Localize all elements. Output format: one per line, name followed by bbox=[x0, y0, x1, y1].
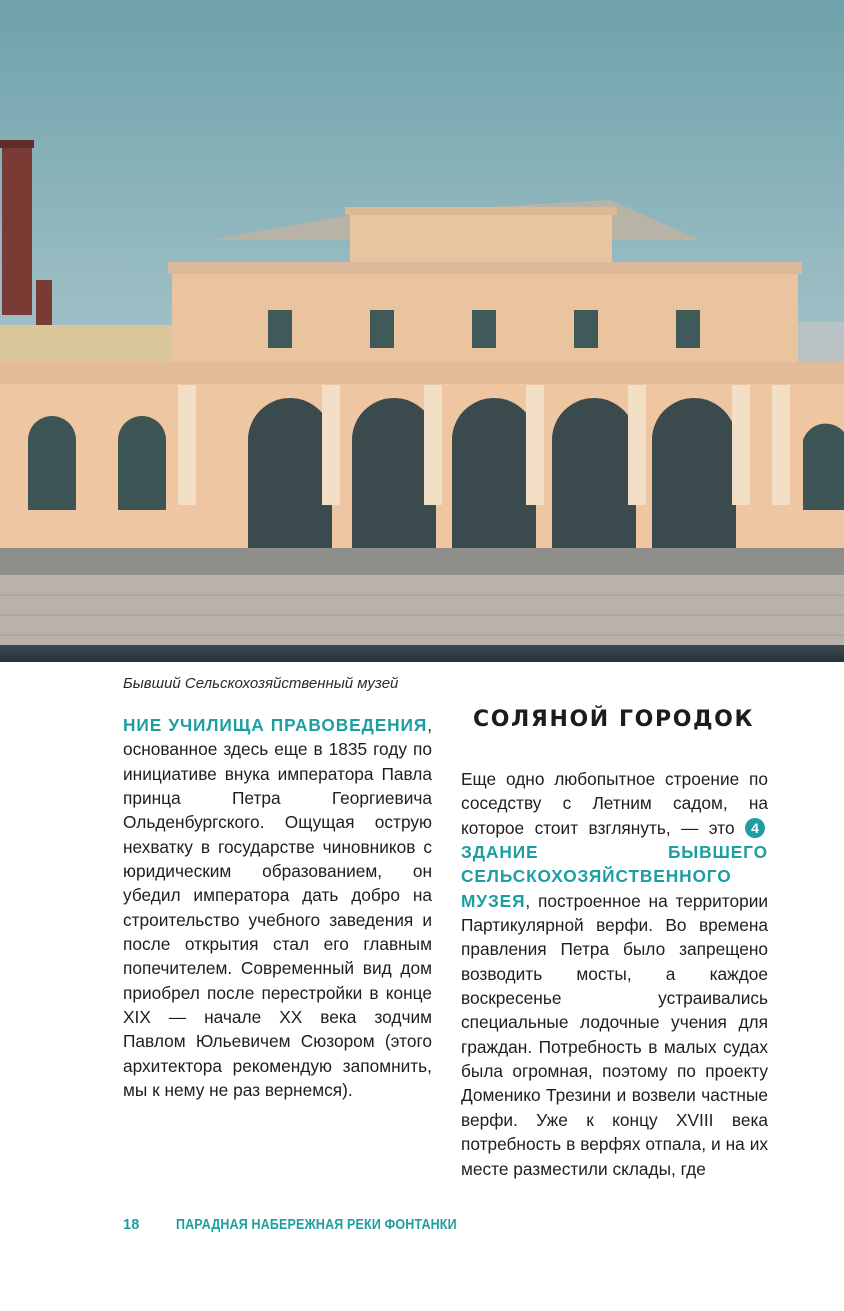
page-number: 18 bbox=[123, 1217, 140, 1233]
section-text-before: Еще одно любопытное строение по соседству с Летним садом, на которое стоит взглянуть, — это bbox=[461, 769, 768, 838]
running-title: ПАРАДНАЯ НАБЕРЕЖНАЯ РЕКИ ФОНТАНКИ bbox=[176, 1217, 457, 1233]
highlight-school-of-law: НИЕ УЧИЛИЩА ПРАВОВЕДЕНИЯ bbox=[123, 715, 428, 735]
left-column-paragraph bbox=[123, 713, 432, 1103]
left-column-text: , основанное здесь еще в 1835 году по инициативе внука императора Павла принца Петра Георгиевича Ольденбургского. Ощущая острую нехватку в государстве чиновников с юридическим образованием, он убедил императора дать добро на строительство учебного заведения и после открытия стал его главным попечителем. Современный вид дом приобрел после перестройки в конце XIX — начале XX века зодчим Павлом Юльевичем Сюзором (этого архитектора рекомендую запомнить, мы к нему не раз вернемся). bbox=[123, 715, 432, 1101]
section-heading: СОЛЯНОЙ ГОРОДОК bbox=[473, 707, 755, 732]
photo-caption: Бывший Сельскохозяйственный музей bbox=[123, 675, 399, 692]
section-text-after: , построенное на территории Партикулярной верфи. Во времена правления Петра было запрещено возводить мосты, а каждое воскресенье устраивались специальные лодочные учения для граждан. Потребность в малых судах была огромная, поэтому по проекту Доменико Трезини и возвели частные верфи. Уже к концу XVIII века потребность в верфях отпала, и на их месте разместили склады, где bbox=[461, 890, 768, 1179]
right-column-paragraph bbox=[461, 767, 768, 1181]
map-marker-badge: 4 bbox=[745, 818, 765, 838]
highlight-museum: ЗДАНИЕ БЫВШЕГО СЕЛЬСКОХОЗЯЙСТВЕННОГО МУЗЕЯ bbox=[461, 842, 768, 911]
